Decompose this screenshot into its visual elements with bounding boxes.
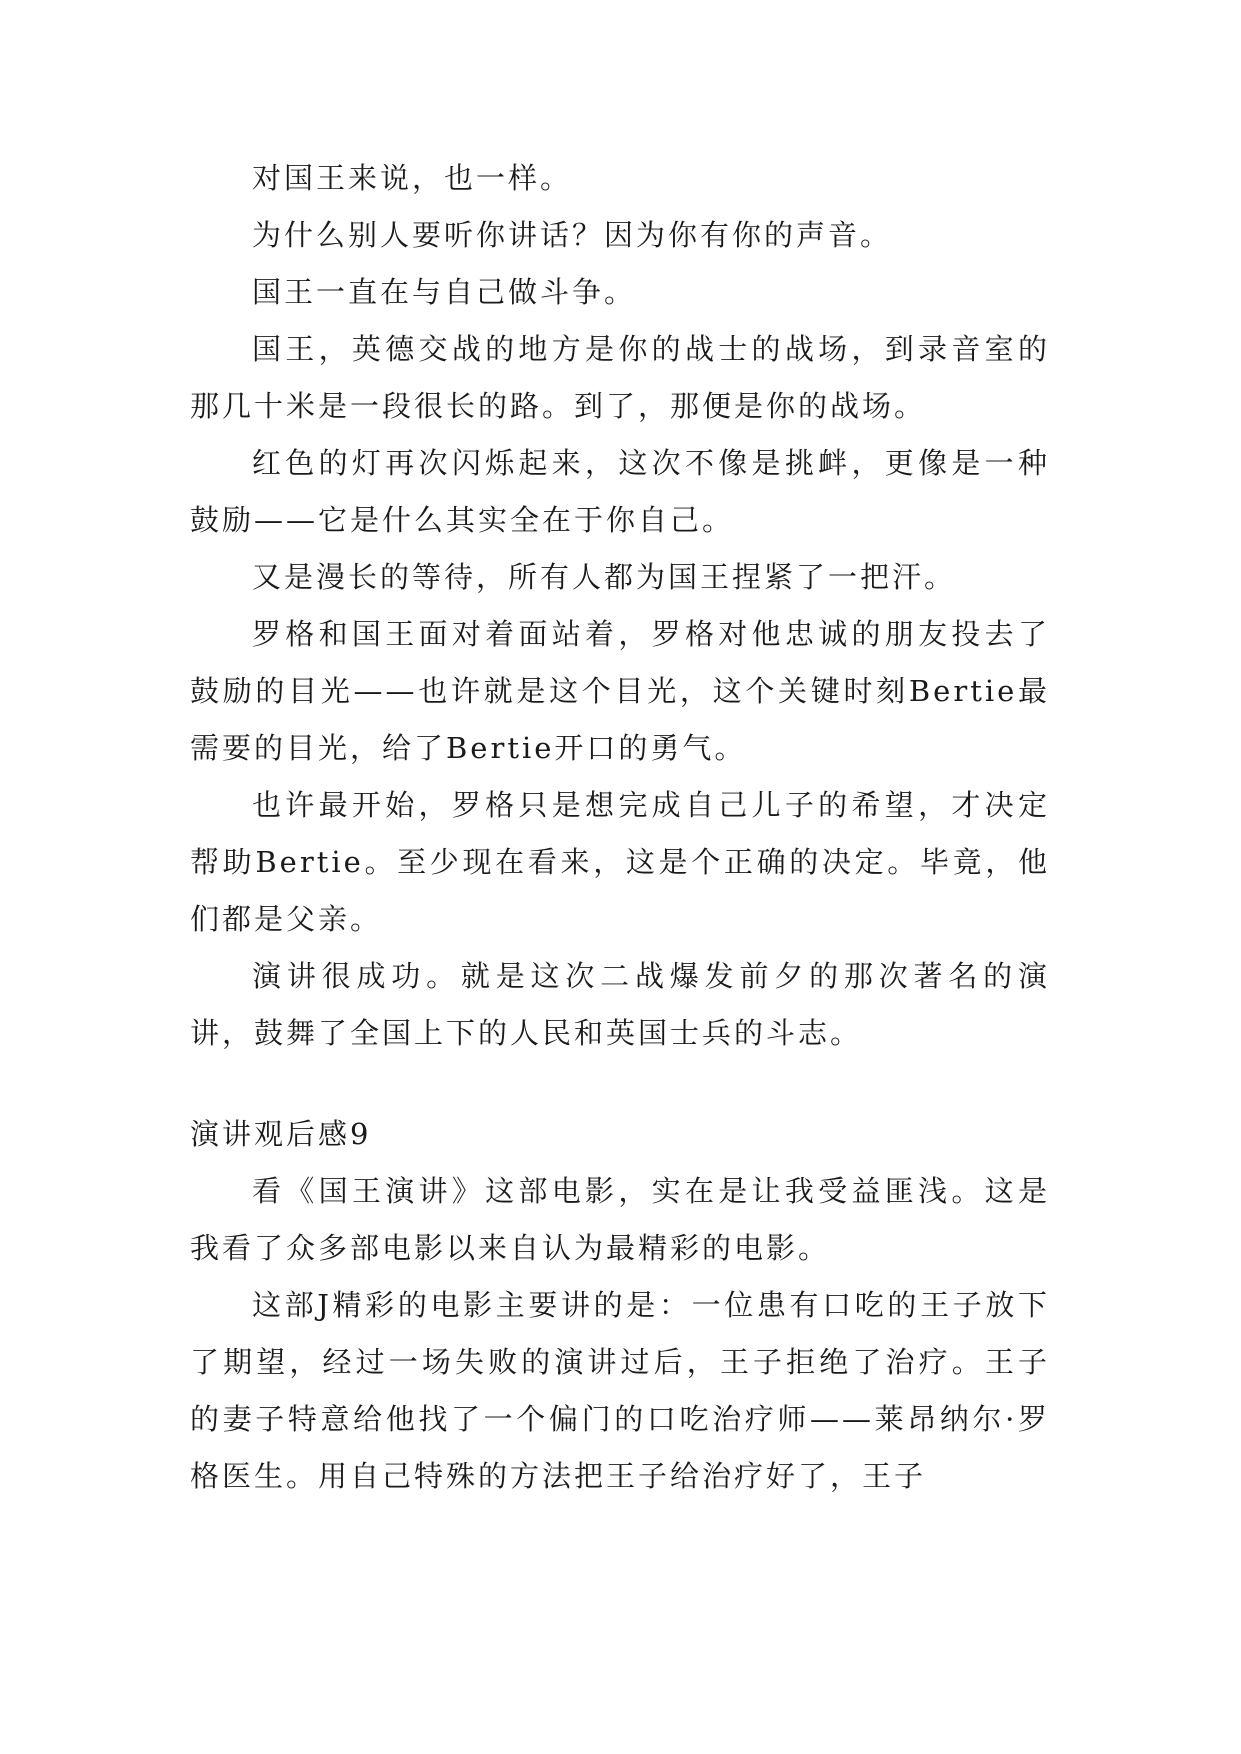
paragraph: 又是漫长的等待，所有人都为国王捏紧了一把汗。 <box>252 560 957 594</box>
paragraph: 演讲很成功。就是这次二战爆发前夕的那次著名的演讲，鼓舞了全国上下的人民和英国士兵的斗志。 <box>190 959 1050 1050</box>
paragraph: 罗格和国王面对着面站着，罗格对他忠诚的朋友投去了鼓励的目光——也许就是这个目光，这个关键时刻Bertie最需要的目光，给了Bertie开口的勇气。 <box>190 617 1050 765</box>
paragraph: 红色的灯再次闪烁起来，这次不像是挑衅，更像是一种鼓励——它是什么其实全在于你自己。 <box>190 446 1050 537</box>
document-page <box>190 150 1050 1505</box>
paragraph: 国王，英德交战的地方是你的战士的战场，到录音室的那几十米是一段很长的路。到了，那便是你的战场。 <box>190 332 1050 423</box>
paragraph: 为什么别人要听你讲话？因为你有你的声音。 <box>252 218 893 252</box>
section-heading: 演讲观后感9 <box>190 1117 372 1151</box>
paragraph: 这部J精彩的电影主要讲的是：一位患有口吃的王子放下了期望，经过一场失败的演讲过后，王子拒绝了治疗。王子的妻子特意给他找了一个偏门的口吃治疗师——莱昂纳尔·罗格医生。用自己特殊的方法把王子给治疗好了，王子 <box>190 1288 1050 1493</box>
paragraph: 看《国王演讲》这部电影，实在是让我受益匪浅。这是我看了众多部电影以来自认为最精彩的电影。 <box>190 1174 1050 1265</box>
paragraph: 国王一直在与自己做斗争。 <box>252 275 637 309</box>
paragraph: 对国王来说，也一样。 <box>252 161 573 195</box>
paragraph: 也许最开始，罗格只是想完成自己儿子的希望，才决定帮助Bertie。至少现在看来，这是个正确的决定。毕竟，他们都是父亲。 <box>190 788 1050 936</box>
